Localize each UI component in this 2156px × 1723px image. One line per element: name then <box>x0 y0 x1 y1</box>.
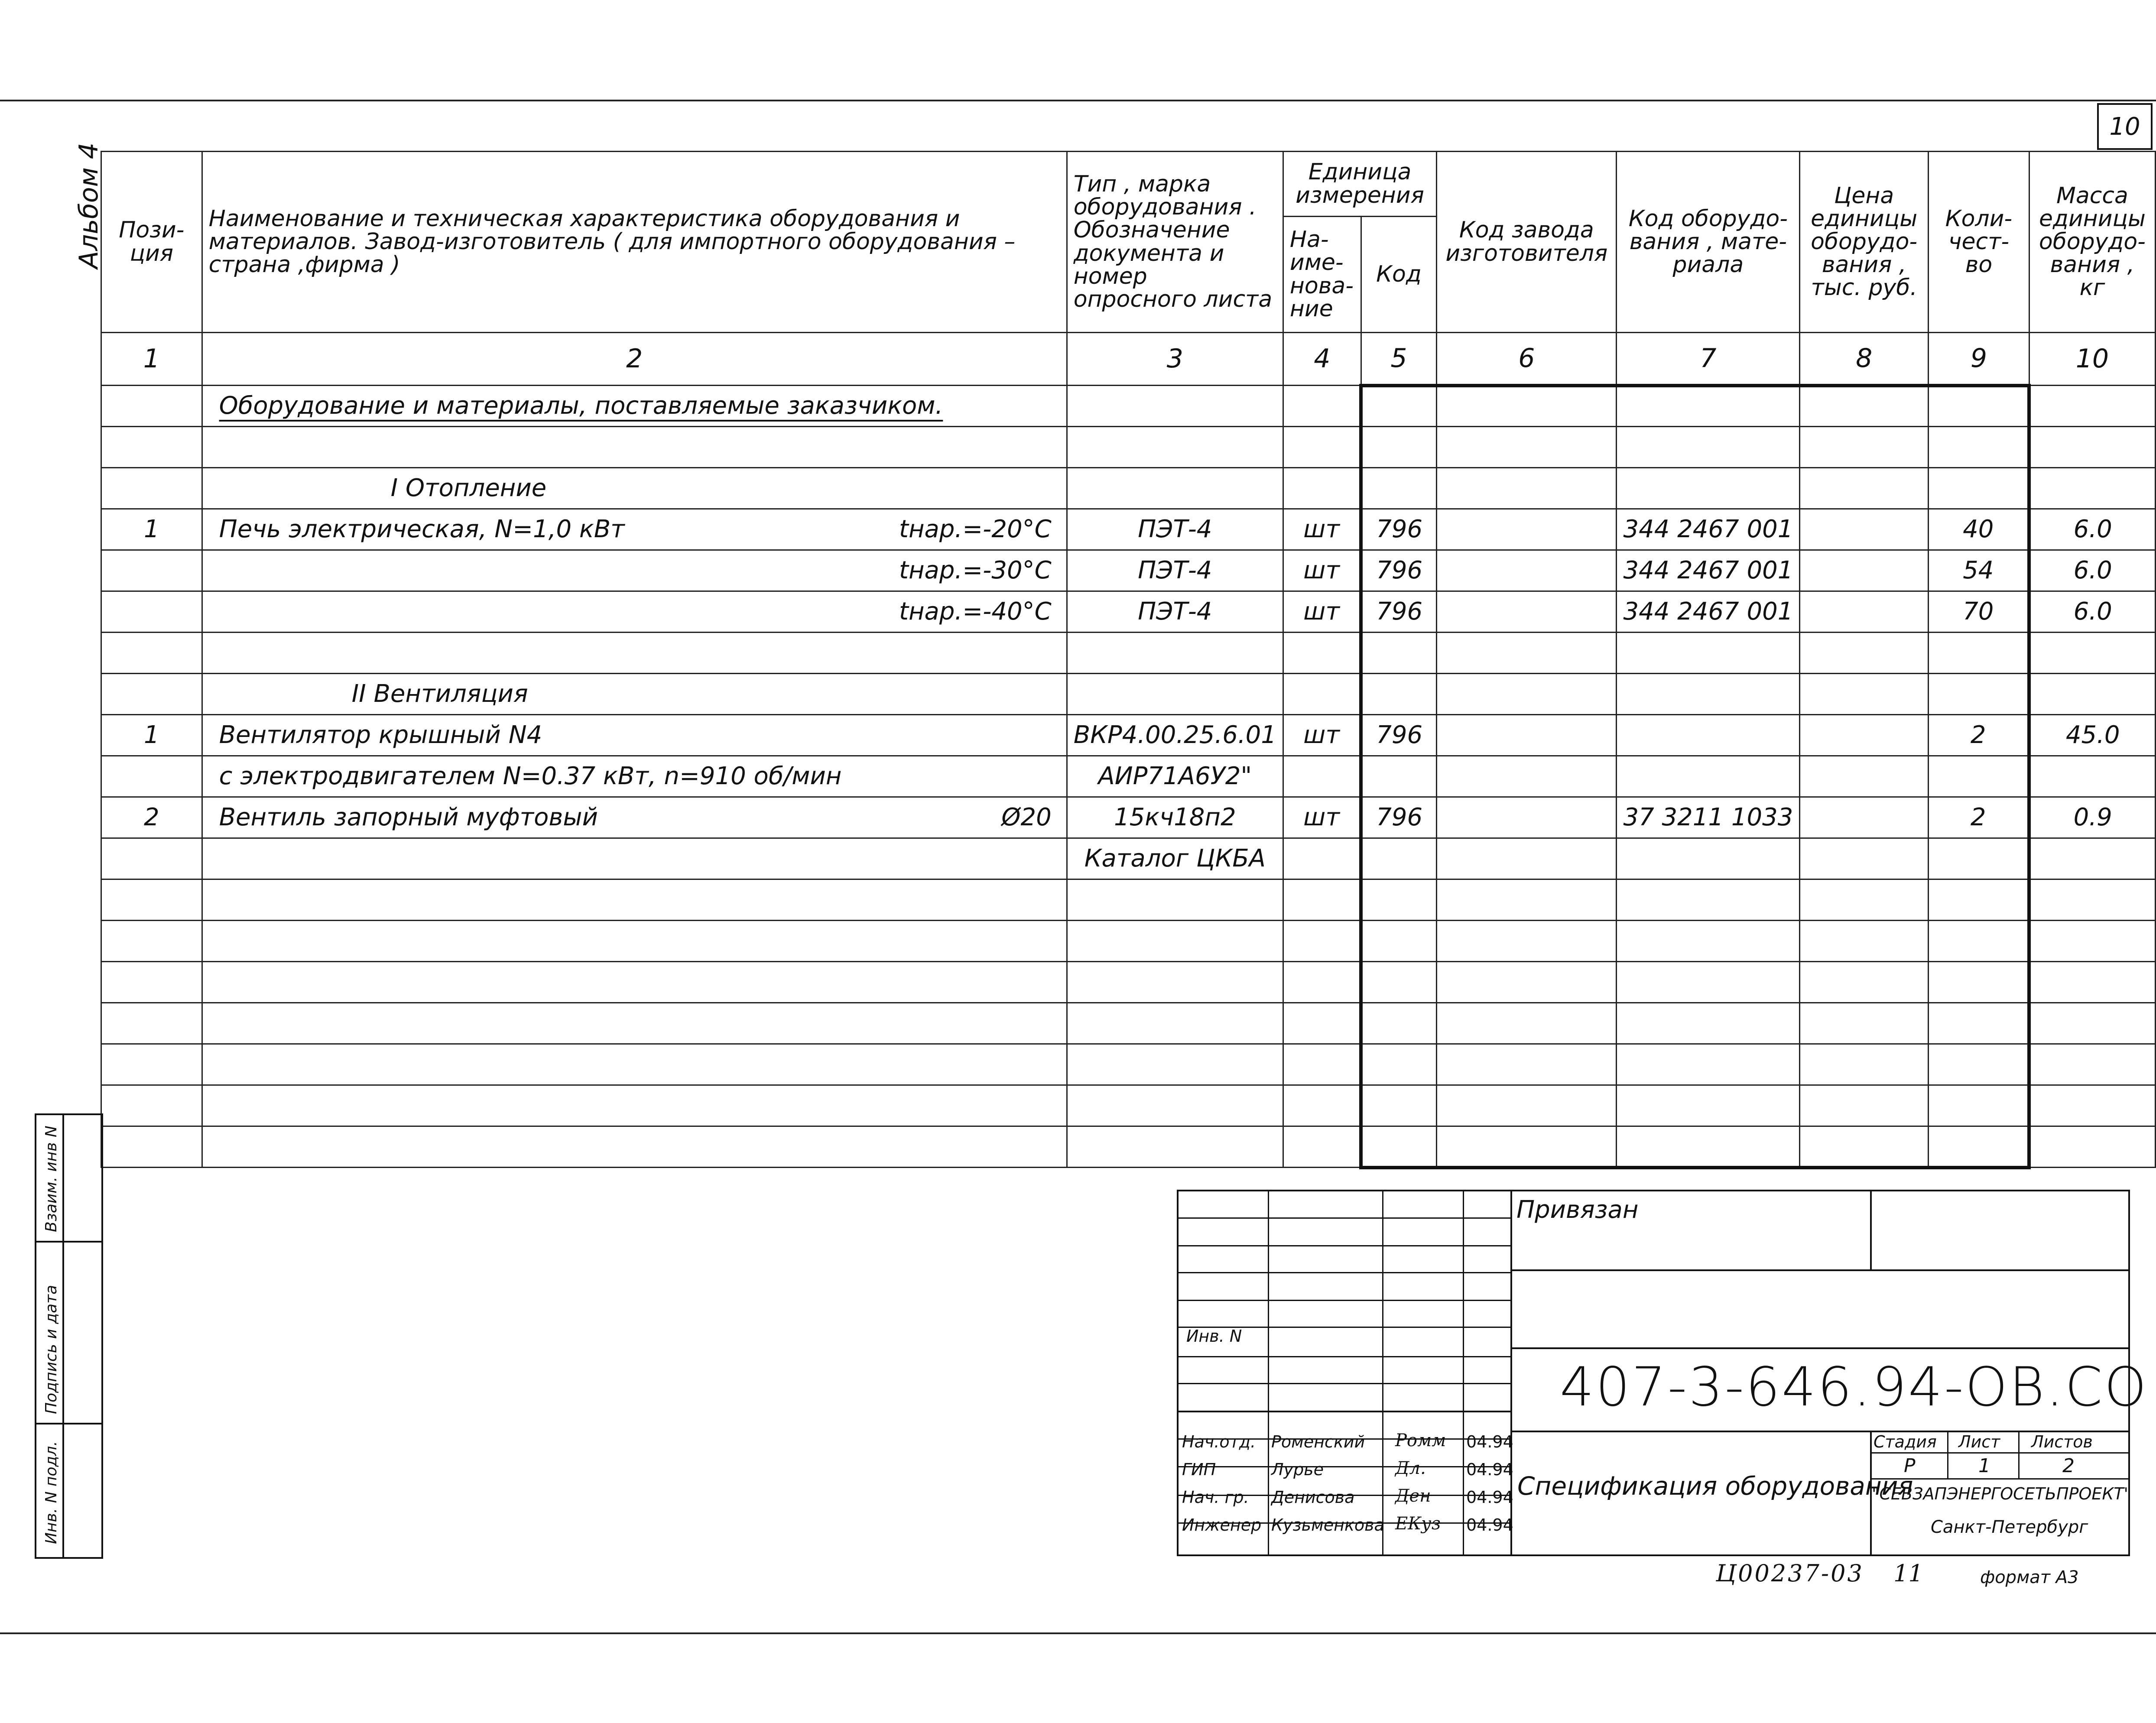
table-row <box>101 962 2156 1003</box>
cell-name-text: Вентиль запорный муфтовый <box>219 803 598 831</box>
cell-equipment-code <box>1617 1126 1800 1168</box>
cell-position <box>101 1085 202 1126</box>
cell-mass: 6.0 <box>2029 550 2155 591</box>
cell-unit <box>1283 1044 1361 1085</box>
cell-factory-code <box>1437 715 1617 756</box>
cell-price <box>1800 1085 1929 1126</box>
cell-equipment-code <box>1617 756 1800 797</box>
cell-price <box>1800 509 1929 550</box>
cell-equipment-code <box>1617 715 1800 756</box>
cell-factory-code <box>1437 509 1617 550</box>
cell-position <box>101 1044 202 1085</box>
cell-quantity <box>1929 879 2029 921</box>
cell-mass <box>2029 838 2155 879</box>
bottom-page-rule <box>0 1632 2156 1634</box>
header-unit-name: На-име-нова-ние <box>1283 217 1361 333</box>
cell-factory-code <box>1437 386 1617 427</box>
cell-unit-code <box>1361 1085 1436 1126</box>
cell-quantity <box>1929 838 2029 879</box>
cell-name-text: II Вентиляция <box>351 679 528 708</box>
cell-equipment-code <box>1617 1044 1800 1085</box>
cell-position: 1 <box>101 715 202 756</box>
cell-factory-code <box>1437 427 1617 468</box>
cell-quantity <box>1929 962 2029 1003</box>
cell-unit: шт <box>1283 797 1361 838</box>
header-name: Наименование и техническая характеристика оборудования и материалов. Завод-изготовитель ( для импортного оборудования – страна ,фирма ) <box>202 152 1067 333</box>
cell-unit <box>1283 756 1361 797</box>
cell-position <box>101 591 202 633</box>
cell-unit <box>1283 962 1361 1003</box>
sheet-label: Лист <box>1958 1432 2000 1451</box>
strip-separator <box>36 1423 101 1424</box>
cell-quantity: 40 <box>1929 509 2029 550</box>
table-row <box>101 386 2156 427</box>
sheets-label: Листов <box>2031 1432 2093 1451</box>
cell-price <box>1800 591 1929 633</box>
cell-type: ПЭТ-4 <box>1067 591 1283 633</box>
cell-price <box>1800 1003 1929 1044</box>
staff-date: 04.94 <box>1466 1432 1513 1451</box>
strip-separator <box>36 1241 101 1243</box>
cell-type: ПЭТ-4 <box>1067 550 1283 591</box>
cell-unit <box>1283 1126 1361 1168</box>
cell-quantity <box>1929 633 2029 674</box>
album-label: Альбом 4 <box>74 143 104 269</box>
cell-name-text: Печь электрическая, N=1,0 кВт <box>219 515 625 543</box>
table-row <box>101 674 2156 715</box>
cell-factory-code <box>1437 756 1617 797</box>
strip-label-podpis: Подпись и дата <box>42 1285 60 1414</box>
cell-unit-code <box>1361 879 1436 921</box>
cell-name-text <box>209 968 219 996</box>
table-row <box>101 1003 2156 1044</box>
cell-name <box>202 921 1067 962</box>
archive-stamp: Ц00237-03 <box>1716 1560 1864 1587</box>
staff-role: Инженер <box>1182 1515 1262 1535</box>
staff-date: 04.94 <box>1466 1515 1513 1535</box>
cell-price <box>1800 962 1929 1003</box>
strip-label-inv: Инв. N подл. <box>42 1441 60 1544</box>
table-row <box>101 633 2156 674</box>
cell-equipment-code <box>1617 1085 1800 1126</box>
cell-unit-code: 796 <box>1361 550 1436 591</box>
table-row <box>101 550 2156 591</box>
sheet-value: 1 <box>1978 1455 1990 1477</box>
cell-price <box>1800 386 1929 427</box>
cell-name-text: I Отопление <box>390 474 547 502</box>
cell-position: 2 <box>101 797 202 838</box>
cell-unit <box>1283 468 1361 509</box>
cell-equipment-code <box>1617 962 1800 1003</box>
cell-quantity: 2 <box>1929 715 2029 756</box>
cell-mass <box>2029 756 2155 797</box>
cell-price <box>1800 1126 1929 1168</box>
header-position: Пози-ция <box>101 152 202 333</box>
signature: ЕКуз <box>1395 1514 1441 1534</box>
cell-equipment-code: 344 2467 001 <box>1617 509 1800 550</box>
cell-unit <box>1283 633 1361 674</box>
cell-equipment-code: 344 2467 001 <box>1617 550 1800 591</box>
table-row <box>101 591 2156 633</box>
cell-type <box>1067 468 1283 509</box>
cell-unit <box>1283 879 1361 921</box>
cell-quantity <box>1929 921 2029 962</box>
cell-name-text: с электродвигателем N=0.37 кВт, n=910 об/мин <box>219 762 842 790</box>
cell-type <box>1067 427 1283 468</box>
cell-unit-code <box>1361 1044 1436 1085</box>
cell-factory-code <box>1437 797 1617 838</box>
table-row <box>101 1044 2156 1085</box>
cell-position <box>101 550 202 591</box>
cell-price <box>1800 797 1929 838</box>
header-price: Цена единицы оборудо-вания , тыс. руб. <box>1800 152 1929 333</box>
cell-unit-code <box>1361 838 1436 879</box>
staff-name: Денисова <box>1271 1488 1355 1507</box>
document-title: Спецификация оборудования <box>1517 1471 1913 1501</box>
cell-name-text <box>209 927 219 955</box>
cell-factory-code <box>1437 1126 1617 1168</box>
cell-name <box>202 1126 1067 1168</box>
city: Санкт-Петербург <box>1931 1517 2088 1537</box>
cell-factory-code <box>1437 1044 1617 1085</box>
specification-table <box>101 151 2156 1169</box>
cell-price <box>1800 715 1929 756</box>
top-page-rule <box>0 100 2156 101</box>
column-number: 3 <box>1067 333 1283 386</box>
table-row <box>101 1085 2156 1126</box>
cell-mass <box>2029 1044 2155 1085</box>
column-number: 8 <box>1800 333 1929 386</box>
cell-position <box>101 674 202 715</box>
cell-price <box>1800 838 1929 879</box>
cell-name-text <box>209 433 219 461</box>
cell-position <box>101 386 202 427</box>
cell-tag: tнар.=-20°С <box>899 515 1052 543</box>
cell-unit <box>1283 921 1361 962</box>
cell-factory-code <box>1437 550 1617 591</box>
sheet-number: 10 <box>2097 103 2153 150</box>
cell-equipment-code <box>1617 1003 1800 1044</box>
cell-mass: 6.0 <box>2029 591 2155 633</box>
cell-factory-code <box>1437 633 1617 674</box>
cell-unit-code: 796 <box>1361 797 1436 838</box>
cell-quantity <box>1929 756 2029 797</box>
cell-type <box>1067 1085 1283 1126</box>
table-row <box>101 468 2156 509</box>
cell-type: ПЭТ-4 <box>1067 509 1283 550</box>
cell-name <box>202 756 1067 797</box>
title-block <box>1177 1190 2149 1556</box>
table-row <box>101 509 2156 550</box>
cell-quantity <box>1929 386 2029 427</box>
cell-tag: tнар.=-40°С <box>899 597 1052 626</box>
cell-mass <box>2029 427 2155 468</box>
cell-position <box>101 1126 202 1168</box>
cell-quantity <box>1929 674 2029 715</box>
staff-name: Кузьменкова <box>1271 1515 1384 1535</box>
cell-unit-code <box>1361 674 1436 715</box>
cell-name-text <box>209 556 219 584</box>
cell-name-text <box>209 1132 219 1161</box>
cell-unit-code <box>1361 468 1436 509</box>
column-number: 4 <box>1283 333 1361 386</box>
cell-name <box>202 674 1067 715</box>
cell-type <box>1067 921 1283 962</box>
cell-name-text <box>209 844 219 873</box>
cell-unit <box>1283 1003 1361 1044</box>
cell-price <box>1800 427 1929 468</box>
cell-tag: tнар.=-30°С <box>899 556 1052 584</box>
cell-factory-code <box>1437 962 1617 1003</box>
cell-equipment-code <box>1617 633 1800 674</box>
table-row <box>101 1126 2156 1168</box>
cell-unit <box>1283 1085 1361 1126</box>
cell-quantity: 54 <box>1929 550 2029 591</box>
format-label: формат А3 <box>1980 1567 2079 1587</box>
header-quantity: Коли-чест-во <box>1929 152 2029 333</box>
table-row <box>101 879 2156 921</box>
cell-equipment-code <box>1617 838 1800 879</box>
cell-quantity <box>1929 468 2029 509</box>
privyazan-label: Привязан <box>1516 1196 1639 1224</box>
cell-quantity <box>1929 1126 2029 1168</box>
cell-unit-code <box>1361 633 1436 674</box>
inv-n-label: Инв. N <box>1186 1327 1242 1346</box>
cell-unit-code: 796 <box>1361 591 1436 633</box>
cell-unit-code <box>1361 921 1436 962</box>
document-code: 407-3-646.94-ОВ.СО <box>1560 1356 2149 1418</box>
header-mass: Масса единицы оборудо-вания , кг <box>2029 152 2155 333</box>
cell-type: 15кч18п2 <box>1067 797 1283 838</box>
cell-price <box>1800 550 1929 591</box>
cell-name-text: Оборудование и материалы, поставляемые заказчиком. <box>219 391 943 420</box>
cell-mass <box>2029 1126 2155 1168</box>
staff-date: 04.94 <box>1466 1460 1513 1479</box>
cell-position <box>101 633 202 674</box>
column-number: 7 <box>1617 333 1800 386</box>
cell-type <box>1067 962 1283 1003</box>
cell-unit: шт <box>1283 591 1361 633</box>
cell-position <box>101 921 202 962</box>
cell-unit-code <box>1361 756 1436 797</box>
cell-quantity <box>1929 1085 2029 1126</box>
column-number: 9 <box>1929 333 2029 386</box>
header-unit-code: Код <box>1361 217 1436 333</box>
cell-factory-code <box>1437 591 1617 633</box>
cell-price <box>1800 674 1929 715</box>
cell-mass <box>2029 1003 2155 1044</box>
stage-label: Стадия <box>1874 1432 1937 1451</box>
cell-factory-code <box>1437 879 1617 921</box>
cell-mass <box>2029 921 2155 962</box>
cell-type: Каталог ЦКБА <box>1067 838 1283 879</box>
cell-name-text <box>209 1091 219 1119</box>
cell-mass <box>2029 468 2155 509</box>
cell-type <box>1067 1044 1283 1085</box>
staff-role: Нач. гр. <box>1182 1488 1249 1507</box>
cell-quantity <box>1929 1044 2029 1085</box>
cell-price <box>1800 879 1929 921</box>
cell-mass <box>2029 1085 2155 1126</box>
cell-name <box>202 962 1067 1003</box>
cell-mass <box>2029 962 2155 1003</box>
approval-strip <box>35 1113 103 1559</box>
cell-name <box>202 386 1067 427</box>
cell-name <box>202 797 1067 838</box>
cell-mass <box>2029 879 2155 921</box>
cell-position <box>101 1003 202 1044</box>
cell-name <box>202 715 1067 756</box>
cell-mass <box>2029 386 2155 427</box>
cell-name <box>202 468 1067 509</box>
column-number: 2 <box>202 333 1067 386</box>
cell-type: ВКР4.00.25.6.01 <box>1067 715 1283 756</box>
archive-stamp-page: 11 <box>1893 1560 1923 1587</box>
cell-factory-code <box>1437 838 1617 879</box>
cell-quantity <box>1929 1003 2029 1044</box>
sheets-value: 2 <box>2062 1455 2075 1477</box>
cell-name-text <box>209 1050 219 1078</box>
cell-name <box>202 1003 1067 1044</box>
cell-position: 1 <box>101 509 202 550</box>
cell-type <box>1067 1126 1283 1168</box>
table-row <box>101 715 2156 756</box>
header-unit-group: Единица измерения <box>1283 152 1436 217</box>
header-equipment-code: Код оборудо-вания , мате-риала <box>1617 152 1800 333</box>
staff-name: Роменский <box>1271 1432 1365 1451</box>
table-row <box>101 756 2156 797</box>
cell-unit-code <box>1361 962 1436 1003</box>
cell-unit <box>1283 838 1361 879</box>
cell-unit <box>1283 674 1361 715</box>
cell-unit-code <box>1361 386 1436 427</box>
cell-quantity: 2 <box>1929 797 2029 838</box>
cell-unit <box>1283 427 1361 468</box>
cell-name <box>202 879 1067 921</box>
header-factory-code: Код завода изготовителя <box>1437 152 1617 333</box>
cell-unit-code: 796 <box>1361 715 1436 756</box>
cell-name-text: Вентилятор крышный N4 <box>219 720 542 749</box>
cell-tag: Ø20 <box>1001 803 1052 831</box>
cell-name <box>202 838 1067 879</box>
signature: Ромм <box>1395 1431 1446 1450</box>
cell-price <box>1800 468 1929 509</box>
cell-name-text <box>209 886 219 914</box>
cell-equipment-code <box>1617 879 1800 921</box>
cell-equipment-code: 37 3211 1033 <box>1617 797 1800 838</box>
cell-quantity: 70 <box>1929 591 2029 633</box>
organization: "СЕВЗАПЭНЕРГОСЕТЬПРОЕКТ" <box>1872 1484 2132 1503</box>
signature: Дл. <box>1395 1458 1426 1478</box>
cell-quantity <box>1929 427 2029 468</box>
cell-type <box>1067 879 1283 921</box>
cell-equipment-code <box>1617 674 1800 715</box>
staff-date: 04.94 <box>1466 1488 1513 1507</box>
cell-price <box>1800 633 1929 674</box>
cell-unit <box>1283 386 1361 427</box>
cell-position <box>101 838 202 879</box>
cell-type <box>1067 674 1283 715</box>
cell-type <box>1067 1003 1283 1044</box>
table-row <box>101 838 2156 879</box>
strip-divider <box>62 1115 64 1557</box>
cell-unit: шт <box>1283 550 1361 591</box>
cell-type <box>1067 633 1283 674</box>
cell-equipment-code <box>1617 468 1800 509</box>
table-row <box>101 797 2156 838</box>
cell-name <box>202 633 1067 674</box>
cell-equipment-code <box>1617 427 1800 468</box>
cell-unit-code <box>1361 1003 1436 1044</box>
table-row <box>101 921 2156 962</box>
cell-position <box>101 879 202 921</box>
column-number: 1 <box>101 333 202 386</box>
cell-position <box>101 468 202 509</box>
cell-name <box>202 591 1067 633</box>
staff-name: Лурье <box>1271 1460 1324 1479</box>
column-number: 5 <box>1361 333 1436 386</box>
cell-unit-code <box>1361 1126 1436 1168</box>
cell-factory-code <box>1437 921 1617 962</box>
cell-equipment-code <box>1617 921 1800 962</box>
cell-name <box>202 1085 1067 1126</box>
cell-mass <box>2029 674 2155 715</box>
cell-price <box>1800 1044 1929 1085</box>
staff-role: Нач.отд. <box>1182 1432 1256 1451</box>
strip-label-vzam: Взаим. инв N <box>42 1126 60 1232</box>
cell-mass: 0.9 <box>2029 797 2155 838</box>
signature: Ден <box>1395 1486 1431 1506</box>
cell-position <box>101 756 202 797</box>
table-row <box>101 427 2156 468</box>
cell-factory-code <box>1437 1003 1617 1044</box>
cell-equipment-code: 344 2467 001 <box>1617 591 1800 633</box>
cell-position <box>101 962 202 1003</box>
staff-role: ГИП <box>1182 1460 1216 1479</box>
cell-mass: 45.0 <box>2029 715 2155 756</box>
cell-name <box>202 509 1067 550</box>
cell-price <box>1800 921 1929 962</box>
cell-unit-code: 796 <box>1361 509 1436 550</box>
cell-mass: 6.0 <box>2029 509 2155 550</box>
cell-name-text <box>209 597 219 626</box>
cell-type <box>1067 386 1283 427</box>
cell-position <box>101 427 202 468</box>
column-number: 6 <box>1437 333 1617 386</box>
cell-price <box>1800 756 1929 797</box>
cell-name-text <box>209 639 219 667</box>
cell-unit: шт <box>1283 715 1361 756</box>
cell-factory-code <box>1437 468 1617 509</box>
header-type: Тип , марка оборудования . Обозначение документа и номер опросного листа <box>1067 152 1283 333</box>
cell-unit-code <box>1361 427 1436 468</box>
cell-name-text <box>209 1009 219 1037</box>
cell-type: АИР71А6У2" <box>1067 756 1283 797</box>
cell-factory-code <box>1437 1085 1617 1126</box>
cell-name <box>202 427 1067 468</box>
column-number: 10 <box>2029 333 2155 386</box>
stage-value: Р <box>1904 1455 1916 1477</box>
cell-name <box>202 550 1067 591</box>
cell-factory-code <box>1437 674 1617 715</box>
cell-unit: шт <box>1283 509 1361 550</box>
cell-mass <box>2029 633 2155 674</box>
cell-equipment-code <box>1617 386 1800 427</box>
cell-name <box>202 1044 1067 1085</box>
